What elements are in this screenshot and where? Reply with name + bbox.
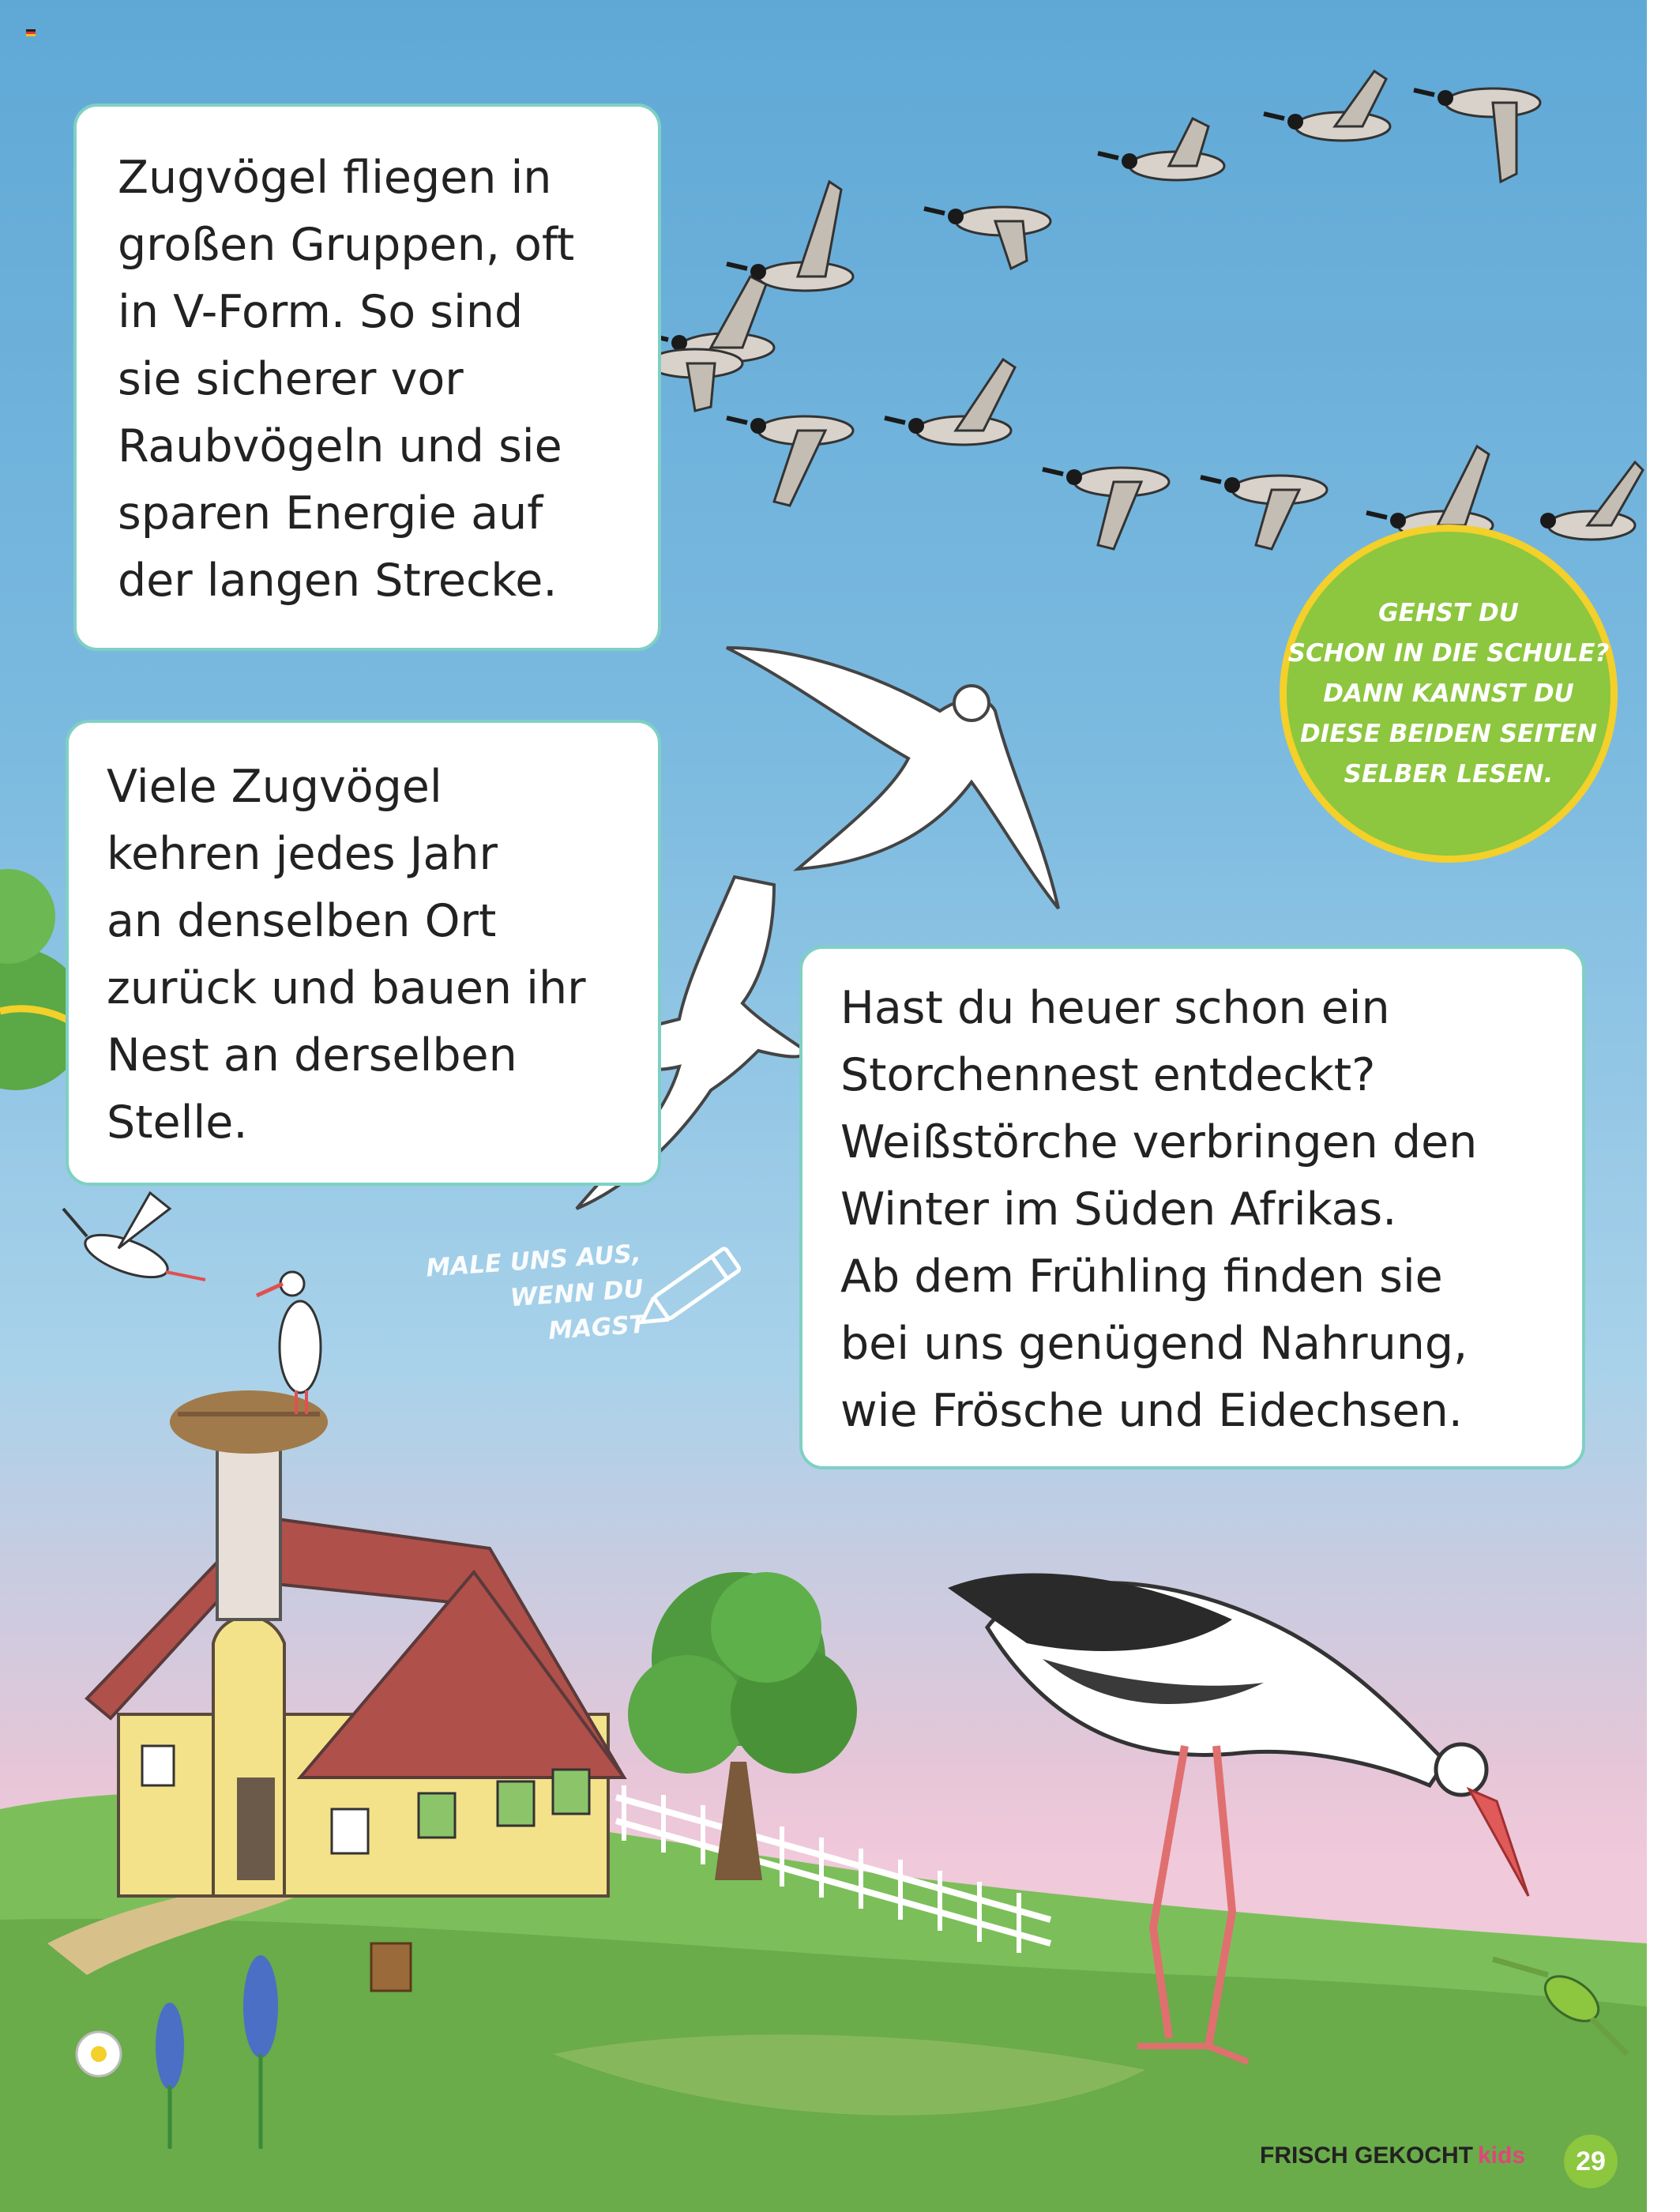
goose-icon: [1201, 476, 1327, 549]
flag-icon: [26, 29, 36, 36]
text-box-return: [66, 720, 661, 1186]
goose-icon: [1540, 462, 1643, 540]
text-box-stork: [799, 946, 1585, 1469]
goose-icon: [1098, 118, 1224, 180]
footer-brand: [1260, 2142, 1525, 2169]
goose-icon: [1043, 468, 1169, 549]
goose-icon: [1414, 88, 1540, 182]
stork-flying: [63, 1193, 205, 1286]
coloring-hint: MALE UNS AUS, WENN DU MAGST: [425, 1239, 647, 1346]
goose-icon: [885, 359, 1015, 445]
reading-badge: [1280, 525, 1618, 863]
badge-text: GEHST DU SCHON IN DIE SCHULE? DANN KANNST DU DIESE BEIDEN SEITEN SELBER LESEN.: [1287, 598, 1610, 788]
goose-icon: [727, 416, 853, 506]
text-migration: Zugvögel fliegen in großen Gruppen, oft in V-Form. So sind sie sicherer vor Raubvögeln und sie sparen Energie auf der langen Strecke.: [118, 152, 575, 607]
text-return: Viele Zugvögel kehren jedes Jahr an denselben Ort zurück und bauen ihr Nest an derselben Stelle.: [107, 761, 586, 1149]
brand-name: FRISCH GEKOCHT: [1260, 2142, 1473, 2169]
swallow-icon: [727, 648, 1058, 908]
page-number: 29: [1564, 2135, 1618, 2188]
geese-flock: [640, 71, 1643, 549]
nest: [170, 1390, 328, 1454]
text-stork: Hast du heuer schon ein Storchennest entdeckt? Weißstörche verbringen den Winter im Süden Afrikas. Ab dem Frühling finden sie bei uns genügend Nahrung, wie Frösche und Eidechsen.: [840, 982, 1478, 1437]
goose-icon: [1264, 71, 1390, 141]
goose-icon: [727, 182, 853, 291]
brand-suffix: kids: [1478, 2142, 1526, 2169]
goose-icon: [924, 207, 1050, 269]
pencil-icon: [634, 1247, 740, 1333]
text-box-migration: [73, 103, 661, 651]
